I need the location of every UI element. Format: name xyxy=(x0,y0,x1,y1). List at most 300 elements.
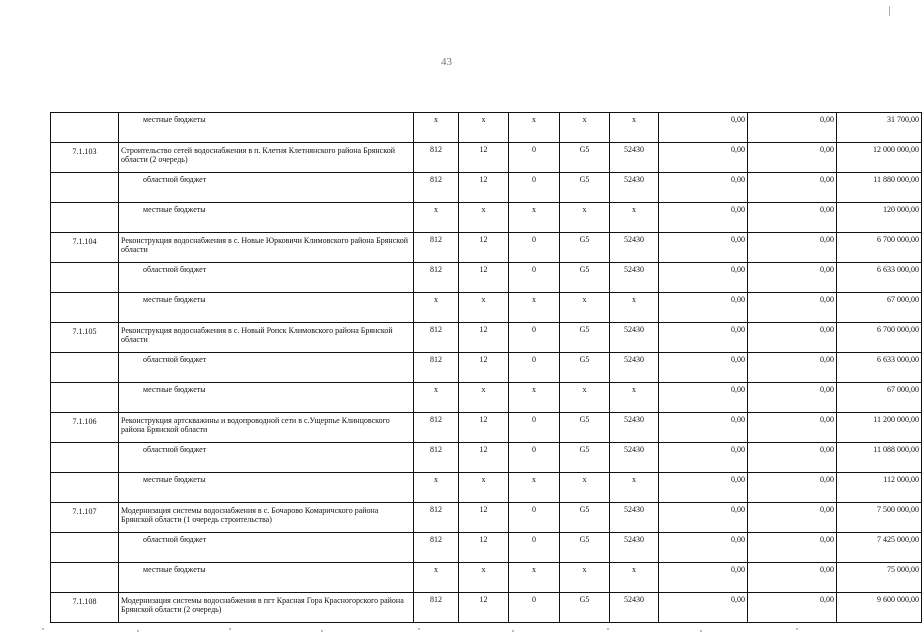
cell-value-3-text: 12 000 000,00 xyxy=(873,145,919,154)
cell-value-3 xyxy=(837,593,922,623)
cell-pr xyxy=(509,443,560,473)
cell-value-2-text: 0,00 xyxy=(820,235,834,244)
row-number xyxy=(51,533,119,563)
table-row xyxy=(51,413,922,443)
cell-value-3 xyxy=(837,173,922,203)
cell-value-1 xyxy=(659,173,748,203)
cell-pr xyxy=(509,413,560,443)
cell-rz xyxy=(459,353,509,383)
cell-target-code-text: х xyxy=(582,115,587,124)
cell-value-3 xyxy=(837,533,922,563)
cell-pr xyxy=(509,293,560,323)
row-number xyxy=(51,203,119,233)
cell-direction-code-text: 52430 xyxy=(624,445,644,454)
cell-grbs xyxy=(414,383,459,413)
table-row xyxy=(51,563,922,593)
cell-grbs-text: х xyxy=(434,295,438,304)
cell-value-3-text: 67 000,00 xyxy=(887,295,919,304)
cell-rz xyxy=(459,533,509,563)
cell-rz-text: х xyxy=(481,565,486,574)
cell-direction-code-text: 52430 xyxy=(624,265,644,274)
cell-value-2 xyxy=(748,563,837,593)
row-name xyxy=(119,383,414,413)
cell-value-2 xyxy=(748,203,837,233)
row-number xyxy=(51,413,119,443)
cell-target-code xyxy=(560,473,610,503)
cell-value-1-text: 0,00 xyxy=(731,505,745,514)
row-number-text xyxy=(53,175,116,177)
cell-grbs xyxy=(414,293,459,323)
cell-rz xyxy=(459,143,509,173)
cell-grbs-text: х xyxy=(434,475,438,484)
cell-value-2 xyxy=(748,503,837,533)
cell-value-1 xyxy=(659,563,748,593)
cell-value-3 xyxy=(837,473,922,503)
row-name-text: областной бюджет xyxy=(143,445,207,454)
row-number xyxy=(51,293,119,323)
cell-pr-text: 0 xyxy=(532,595,536,604)
cell-value-1 xyxy=(659,203,748,233)
cell-pr-text: х xyxy=(532,295,536,304)
cell-pr-text: 0 xyxy=(532,355,536,364)
cell-rz-text: 12 xyxy=(479,415,488,424)
cell-value-2-text: 0,00 xyxy=(820,175,834,184)
cell-value-1-text: 0,00 xyxy=(731,355,745,364)
row-name xyxy=(119,173,414,203)
row-number-text: 7.1.107 xyxy=(72,507,97,516)
cell-direction-code-text: х xyxy=(632,115,636,124)
cell-pr-text: 0 xyxy=(532,265,536,274)
row-number-text xyxy=(53,115,116,117)
cell-direction-code xyxy=(610,173,659,203)
cell-value-2 xyxy=(748,533,837,563)
cell-value-3-text: 9 600 000,00 xyxy=(877,595,919,604)
table-row xyxy=(51,293,922,323)
cell-value-3 xyxy=(837,413,922,443)
row-name xyxy=(119,563,414,593)
row-name xyxy=(119,113,414,143)
cell-target-code-text: х xyxy=(582,475,587,484)
cell-value-2-text: 0,00 xyxy=(820,205,834,214)
cell-grbs xyxy=(414,503,459,533)
cell-direction-code xyxy=(610,443,659,473)
cell-direction-code-text: х xyxy=(632,475,636,484)
row-name xyxy=(119,443,414,473)
row-number-text xyxy=(53,445,116,447)
scan-artifact xyxy=(137,630,139,632)
cell-value-3-text: 7 425 000,00 xyxy=(877,535,919,544)
cell-target-code xyxy=(560,503,610,533)
cell-value-3 xyxy=(837,383,922,413)
table-row xyxy=(51,233,922,263)
row-name xyxy=(119,263,414,293)
cell-value-1 xyxy=(659,413,748,443)
cell-direction-code xyxy=(610,203,659,233)
scan-artifact xyxy=(418,628,420,630)
cell-value-3-text: 112 000,00 xyxy=(883,475,919,484)
cell-target-code xyxy=(560,203,610,233)
cell-pr xyxy=(509,473,560,503)
cell-value-2-text: 0,00 xyxy=(820,565,834,574)
cell-target-code-text: G5 xyxy=(579,445,590,454)
cell-grbs xyxy=(414,263,459,293)
cell-value-2 xyxy=(748,443,837,473)
cell-rz xyxy=(459,413,509,443)
table-row xyxy=(51,113,922,143)
cell-value-2-text: 0,00 xyxy=(820,325,834,334)
row-name-text: областной бюджет xyxy=(143,355,207,364)
table-row xyxy=(51,383,922,413)
cell-value-2 xyxy=(748,173,837,203)
cell-value-2-text: 0,00 xyxy=(820,145,834,154)
scan-artifact xyxy=(42,628,44,630)
row-name-text: Модернизация системы водоснабжения в с. Бочарово Комаричского района Брянской области (1 очередь строительства) xyxy=(121,506,379,525)
page-number: 43 xyxy=(441,56,452,68)
row-number xyxy=(51,143,119,173)
row-number-text: 7.1.104 xyxy=(72,237,97,246)
row-name xyxy=(119,413,414,443)
cell-pr-text: 0 xyxy=(532,175,536,184)
row-number-text: 7.1.103 xyxy=(72,147,97,156)
cell-target-code xyxy=(560,173,610,203)
cell-rz-text: 12 xyxy=(479,505,488,514)
cell-direction-code-text: 52430 xyxy=(624,235,644,244)
cell-value-1-text: 0,00 xyxy=(731,145,745,154)
row-name xyxy=(119,533,414,563)
row-name xyxy=(119,203,414,233)
cell-target-code-text: G5 xyxy=(579,265,590,274)
cell-value-2 xyxy=(748,263,837,293)
row-number-text: 7.1.105 xyxy=(72,327,97,336)
cell-grbs xyxy=(414,533,459,563)
cell-target-code-text: G5 xyxy=(579,175,590,184)
cell-value-2 xyxy=(748,233,837,263)
cell-value-2 xyxy=(748,113,837,143)
cell-pr-text: 0 xyxy=(532,235,536,244)
cell-grbs xyxy=(414,233,459,263)
cell-direction-code-text: 52430 xyxy=(624,505,644,514)
cell-target-code-text: х xyxy=(582,205,587,214)
cell-rz-text: 12 xyxy=(479,325,488,334)
cell-value-2-text: 0,00 xyxy=(820,385,834,394)
cell-value-2 xyxy=(748,143,837,173)
cell-rz-text: х xyxy=(481,385,486,394)
cell-direction-code xyxy=(610,323,659,353)
cell-direction-code-text: 52430 xyxy=(624,355,644,364)
cell-value-1-text: 0,00 xyxy=(731,595,745,604)
table-row xyxy=(51,203,922,233)
cell-value-3-text: 6 633 000,00 xyxy=(877,355,919,364)
cell-rz-text: 12 xyxy=(479,265,488,274)
cell-value-1 xyxy=(659,503,748,533)
row-name-text: Строительство сетей водоснабжения в п. Клетня Клетнянского района Брянской области (2 очередь) xyxy=(121,146,395,165)
cell-direction-code xyxy=(610,233,659,263)
cell-rz xyxy=(459,293,509,323)
cell-value-1 xyxy=(659,113,748,143)
row-number xyxy=(51,113,119,143)
cell-pr xyxy=(509,593,560,623)
cell-value-2-text: 0,00 xyxy=(820,415,834,424)
cell-grbs-text: х xyxy=(434,385,438,394)
row-number-text: 7.1.106 xyxy=(72,417,97,426)
cell-pr xyxy=(509,383,560,413)
cell-value-1-text: 0,00 xyxy=(731,415,745,424)
cell-value-1-text: 0,00 xyxy=(731,295,745,304)
row-number-text xyxy=(53,355,116,357)
row-number xyxy=(51,503,119,533)
cell-value-1 xyxy=(659,473,748,503)
cell-value-3 xyxy=(837,293,922,323)
cell-pr-text: 0 xyxy=(532,415,536,424)
cell-rz xyxy=(459,203,509,233)
row-name-text: областной бюджет xyxy=(143,535,207,544)
row-name-text: Реконструкция водоснабжения в с. Новый Ропск Климовского района Брянской области xyxy=(121,326,393,345)
row-name xyxy=(119,593,414,623)
cell-pr-text: 0 xyxy=(532,505,536,514)
cell-rz xyxy=(459,443,509,473)
cell-target-code xyxy=(560,443,610,473)
cell-direction-code xyxy=(610,413,659,443)
cell-value-1-text: 0,00 xyxy=(731,175,745,184)
cell-pr-text: 0 xyxy=(532,445,536,454)
cell-value-2-text: 0,00 xyxy=(820,355,834,364)
cell-value-2-text: 0,00 xyxy=(820,535,834,544)
cell-grbs xyxy=(414,473,459,503)
cell-pr xyxy=(509,503,560,533)
scan-artifact xyxy=(796,628,798,630)
cell-grbs xyxy=(414,563,459,593)
row-number xyxy=(51,263,119,293)
cell-grbs xyxy=(414,443,459,473)
cell-grbs-text: 812 xyxy=(430,175,442,184)
cell-grbs xyxy=(414,203,459,233)
row-number xyxy=(51,233,119,263)
cell-value-1-text: 0,00 xyxy=(731,475,745,484)
cell-target-code-text: G5 xyxy=(579,415,590,424)
cell-value-1-text: 0,00 xyxy=(731,565,745,574)
cell-value-1 xyxy=(659,533,748,563)
scan-artifact xyxy=(889,6,890,16)
cell-direction-code xyxy=(610,263,659,293)
cell-rz xyxy=(459,593,509,623)
row-name xyxy=(119,503,414,533)
row-number-text xyxy=(53,265,116,267)
cell-target-code-text: G5 xyxy=(579,355,590,364)
cell-value-3-text: 6 633 000,00 xyxy=(877,265,919,274)
cell-direction-code xyxy=(610,533,659,563)
cell-direction-code-text: 52430 xyxy=(624,415,644,424)
cell-value-2 xyxy=(748,593,837,623)
cell-grbs-text: х xyxy=(434,205,438,214)
cell-grbs-text: х xyxy=(434,115,438,124)
cell-pr xyxy=(509,263,560,293)
cell-value-3 xyxy=(837,323,922,353)
cell-value-1 xyxy=(659,143,748,173)
cell-pr xyxy=(509,173,560,203)
cell-direction-code xyxy=(610,293,659,323)
cell-value-1 xyxy=(659,233,748,263)
cell-grbs xyxy=(414,593,459,623)
cell-rz-text: 12 xyxy=(479,595,488,604)
cell-target-code xyxy=(560,233,610,263)
table-row xyxy=(51,353,922,383)
row-number xyxy=(51,323,119,353)
cell-direction-code xyxy=(610,353,659,383)
row-name-text: Реконструкция артскважины и водопроводной сети в с.Ущерпье Клинцовского района Брянской области xyxy=(121,416,390,435)
cell-grbs xyxy=(414,323,459,353)
cell-target-code xyxy=(560,533,610,563)
cell-direction-code-text: х xyxy=(632,295,636,304)
cell-target-code-text: G5 xyxy=(579,235,590,244)
row-name-text: Реконструкция водоснабжения в с. Новые Юрковичи Климовского района Брянской области xyxy=(121,236,408,255)
row-number-text: 7.1.108 xyxy=(72,597,97,606)
cell-value-1-text: 0,00 xyxy=(731,445,745,454)
row-number xyxy=(51,563,119,593)
cell-pr-text: х xyxy=(532,565,536,574)
cell-grbs-text: 812 xyxy=(430,325,442,334)
cell-value-1-text: 0,00 xyxy=(731,325,745,334)
cell-value-2 xyxy=(748,323,837,353)
cell-value-3-text: 11 880 000,00 xyxy=(873,175,919,184)
cell-value-3-text: 6 700 000,00 xyxy=(877,235,919,244)
cell-value-2 xyxy=(748,413,837,443)
cell-value-3 xyxy=(837,503,922,533)
cell-value-3-text: 11 200 000,00 xyxy=(873,415,919,424)
cell-direction-code xyxy=(610,563,659,593)
table-row xyxy=(51,323,922,353)
cell-rz xyxy=(459,503,509,533)
row-name-text: местные бюджеты xyxy=(143,115,206,124)
cell-pr xyxy=(509,203,560,233)
row-name xyxy=(119,293,414,323)
table-row xyxy=(51,503,922,533)
cell-grbs-text: 812 xyxy=(430,415,442,424)
cell-value-3 xyxy=(837,113,922,143)
cell-value-3 xyxy=(837,443,922,473)
cell-target-code xyxy=(560,323,610,353)
row-name-text: местные бюджеты xyxy=(143,295,206,304)
cell-direction-code xyxy=(610,113,659,143)
cell-target-code-text: G5 xyxy=(579,595,590,604)
cell-value-3 xyxy=(837,143,922,173)
cell-value-2-text: 0,00 xyxy=(820,475,834,484)
row-name xyxy=(119,233,414,263)
cell-direction-code-text: 52430 xyxy=(624,175,644,184)
cell-rz-text: 12 xyxy=(479,175,488,184)
cell-rz xyxy=(459,263,509,293)
row-number xyxy=(51,383,119,413)
cell-value-1-text: 0,00 xyxy=(731,205,745,214)
cell-value-2 xyxy=(748,293,837,323)
cell-pr-text: 0 xyxy=(532,325,536,334)
cell-grbs xyxy=(414,173,459,203)
cell-value-1 xyxy=(659,323,748,353)
row-number-text xyxy=(53,535,116,537)
row-name-text: Модернизация системы водоснабжения в пгт Красная Гора Красногорского района Брянской области (2 очередь) xyxy=(121,596,404,615)
cell-grbs xyxy=(414,353,459,383)
cell-pr-text: х xyxy=(532,385,536,394)
cell-pr-text: 0 xyxy=(532,145,536,154)
scan-artifact xyxy=(321,630,323,632)
cell-direction-code xyxy=(610,593,659,623)
cell-value-1 xyxy=(659,293,748,323)
row-name xyxy=(119,473,414,503)
cell-pr-text: х xyxy=(532,115,536,124)
cell-value-3-text: 67 000,00 xyxy=(887,385,919,394)
cell-pr xyxy=(509,533,560,563)
cell-value-1 xyxy=(659,383,748,413)
scan-artifact xyxy=(512,630,514,632)
cell-direction-code-text: х xyxy=(632,385,636,394)
cell-rz-text: 12 xyxy=(479,145,488,154)
cell-value-3 xyxy=(837,263,922,293)
cell-target-code xyxy=(560,263,610,293)
scan-artifact xyxy=(229,628,231,630)
cell-target-code xyxy=(560,113,610,143)
cell-target-code xyxy=(560,143,610,173)
row-number-text xyxy=(53,295,116,297)
cell-pr xyxy=(509,113,560,143)
row-number-text xyxy=(53,385,116,387)
scan-artifact xyxy=(607,628,609,630)
cell-direction-code-text: 52430 xyxy=(624,325,644,334)
cell-value-3 xyxy=(837,353,922,383)
table-row xyxy=(51,173,922,203)
cell-value-1-text: 0,00 xyxy=(731,265,745,274)
cell-target-code-text: х xyxy=(582,385,587,394)
cell-value-3 xyxy=(837,233,922,263)
cell-rz xyxy=(459,173,509,203)
cell-value-3 xyxy=(837,203,922,233)
cell-grbs xyxy=(414,143,459,173)
cell-grbs-text: 812 xyxy=(430,355,442,364)
cell-grbs-text: 812 xyxy=(430,235,442,244)
cell-grbs-text: 812 xyxy=(430,595,442,604)
cell-rz xyxy=(459,233,509,263)
row-name-text: местные бюджеты xyxy=(143,475,206,484)
cell-value-1-text: 0,00 xyxy=(731,535,745,544)
cell-grbs-text: 812 xyxy=(430,265,442,274)
cell-value-3-text: 120 000,00 xyxy=(883,205,919,214)
cell-grbs xyxy=(414,113,459,143)
cell-value-3-text: 11 088 000,00 xyxy=(873,445,919,454)
cell-value-2 xyxy=(748,383,837,413)
table-body xyxy=(51,113,922,623)
cell-target-code-text: G5 xyxy=(579,535,590,544)
cell-value-1 xyxy=(659,263,748,293)
row-number xyxy=(51,473,119,503)
row-number xyxy=(51,173,119,203)
cell-grbs xyxy=(414,413,459,443)
cell-target-code xyxy=(560,563,610,593)
cell-direction-code-text: 52430 xyxy=(624,595,644,604)
cell-value-3-text: 6 700 000,00 xyxy=(877,325,919,334)
cell-grbs-text: х xyxy=(434,565,438,574)
cell-rz-text: х xyxy=(481,295,486,304)
table-row xyxy=(51,593,922,623)
cell-target-code-text: G5 xyxy=(579,505,590,514)
cell-value-2-text: 0,00 xyxy=(820,595,834,604)
cell-value-1 xyxy=(659,353,748,383)
cell-value-2-text: 0,00 xyxy=(820,115,834,124)
cell-pr xyxy=(509,323,560,353)
cell-target-code xyxy=(560,383,610,413)
cell-pr xyxy=(509,353,560,383)
row-name xyxy=(119,143,414,173)
cell-rz-text: х xyxy=(481,475,486,484)
cell-grbs-text: 812 xyxy=(430,445,442,454)
row-number xyxy=(51,593,119,623)
